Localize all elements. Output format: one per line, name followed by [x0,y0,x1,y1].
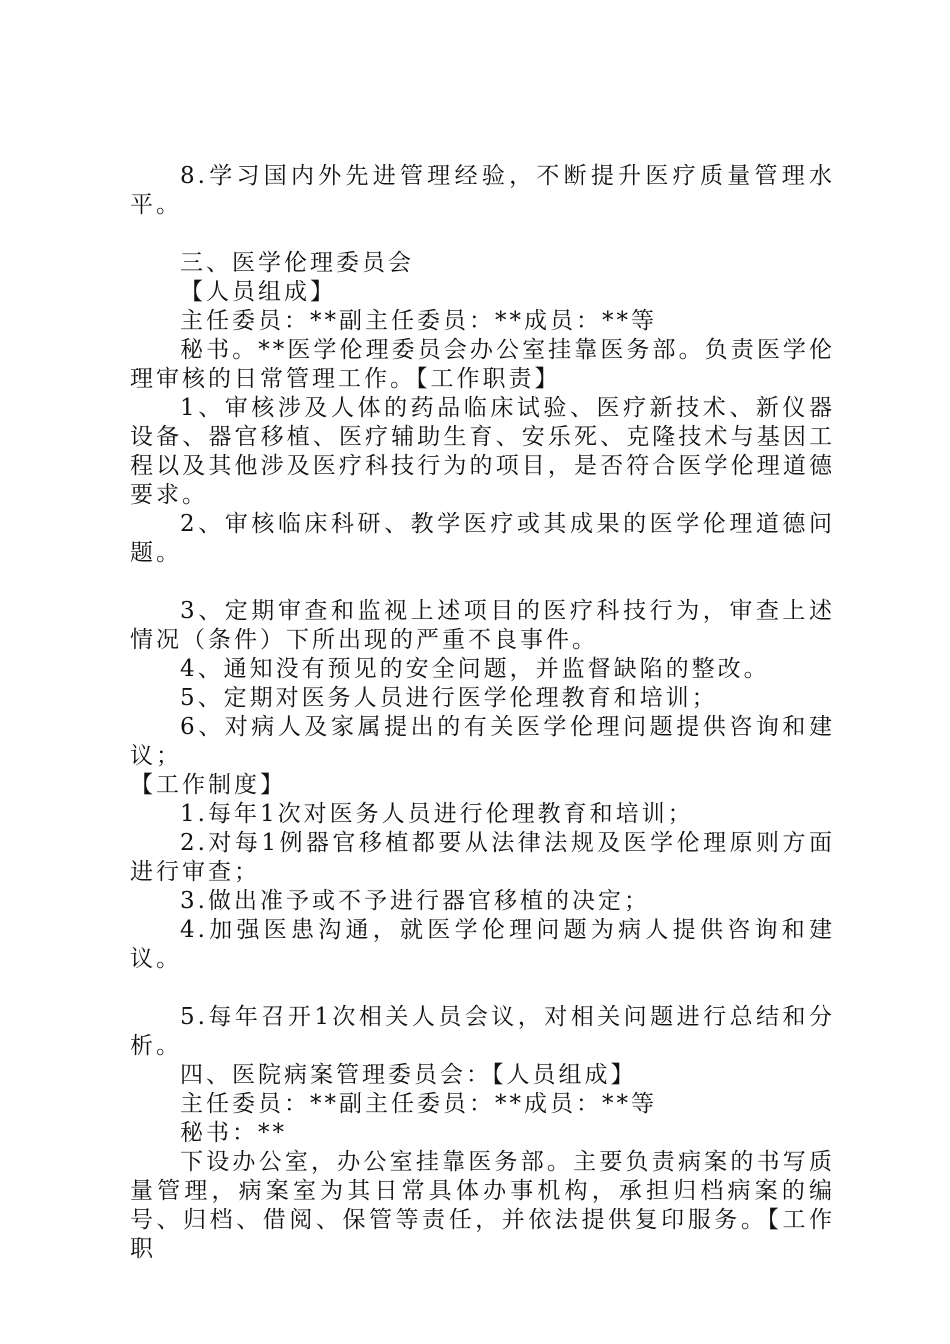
paragraph-rule-2: 2.对每1例器官移植都要从法律法规及医学伦理原则方面进行审查； [130,830,835,885]
paragraph-rule-3: 3.做出准予或不予进行器官移植的决定； [180,888,650,914]
subheading-work-rules: 【工作制度】 [130,772,286,798]
paragraph-rule-4: 4.加强医患沟通，就医学伦理问题为病人提供咨询和建议。 [130,917,835,972]
paragraph-duty-6: 6、对病人及家属提出的有关医学伦理问题提供咨询和建议； [130,714,835,769]
paragraph-rule-1: 1.每年1次对医务人员进行伦理教育和培训； [180,801,694,827]
paragraph-duty-3: 3、定期审查和监视上述项目的医疗科技行为，审查上述情况（条件）下所出现的严重不良事件。 [130,598,835,653]
paragraph-committee-members: 主任委员：**副主任委员：**成员：**等 [180,308,657,334]
paragraph-duty-2: 2、审核临床科研、教学医疗或其成果的医学伦理道德问题。 [130,511,835,566]
section-heading-records-committee: 四、医院病案管理委员会：【人员组成】 [180,1062,637,1088]
paragraph-duty-1: 1、审核涉及人体的药品临床试验、医疗新技术、新仪器设备、器官移植、医疗辅助生育、安乐死、克隆技术与基因工程以及其他涉及医疗科技行为的项目，是否符合医学伦理道德要求。 [130,395,835,508]
paragraph-duty-5: 5、定期对医务人员进行医学伦理教育和培训； [180,685,718,711]
paragraph-records-members: 主任委员：**副主任委员：**成员：**等 [180,1091,657,1117]
document-body [130,162,835,1264]
paragraph-rule-5: 5.每年召开1次相关人员会议，对相关问题进行总结和分析。 [130,1004,835,1059]
subheading-members: 【人员组成】 [180,279,336,305]
paragraph-quality-item-8: 8.学习国内外先进管理经验，不断提升医疗质量管理水平。 [130,163,835,218]
section-heading-ethics-committee: 三、医学伦理委员会 [180,250,414,276]
paragraph-duty-4: 4、通知没有预见的安全问题，并监督缺陷的整改。 [180,656,770,682]
paragraph-records-office: 下设办公室，办公室挂靠医务部。主要负责病案的书写质量管理，病案室为其日常具体办事机构，承担归档病案的编号、归档、借阅、保管等责任，并依法提供复印服务。【工作职 [130,1149,835,1262]
paragraph-secretary-office: 秘书。**医学伦理委员会办公室挂靠医务部。负责医学伦理审核的日常管理工作。【工作职责】 [130,337,835,392]
paragraph-records-secretary: 秘书：** [180,1120,287,1146]
